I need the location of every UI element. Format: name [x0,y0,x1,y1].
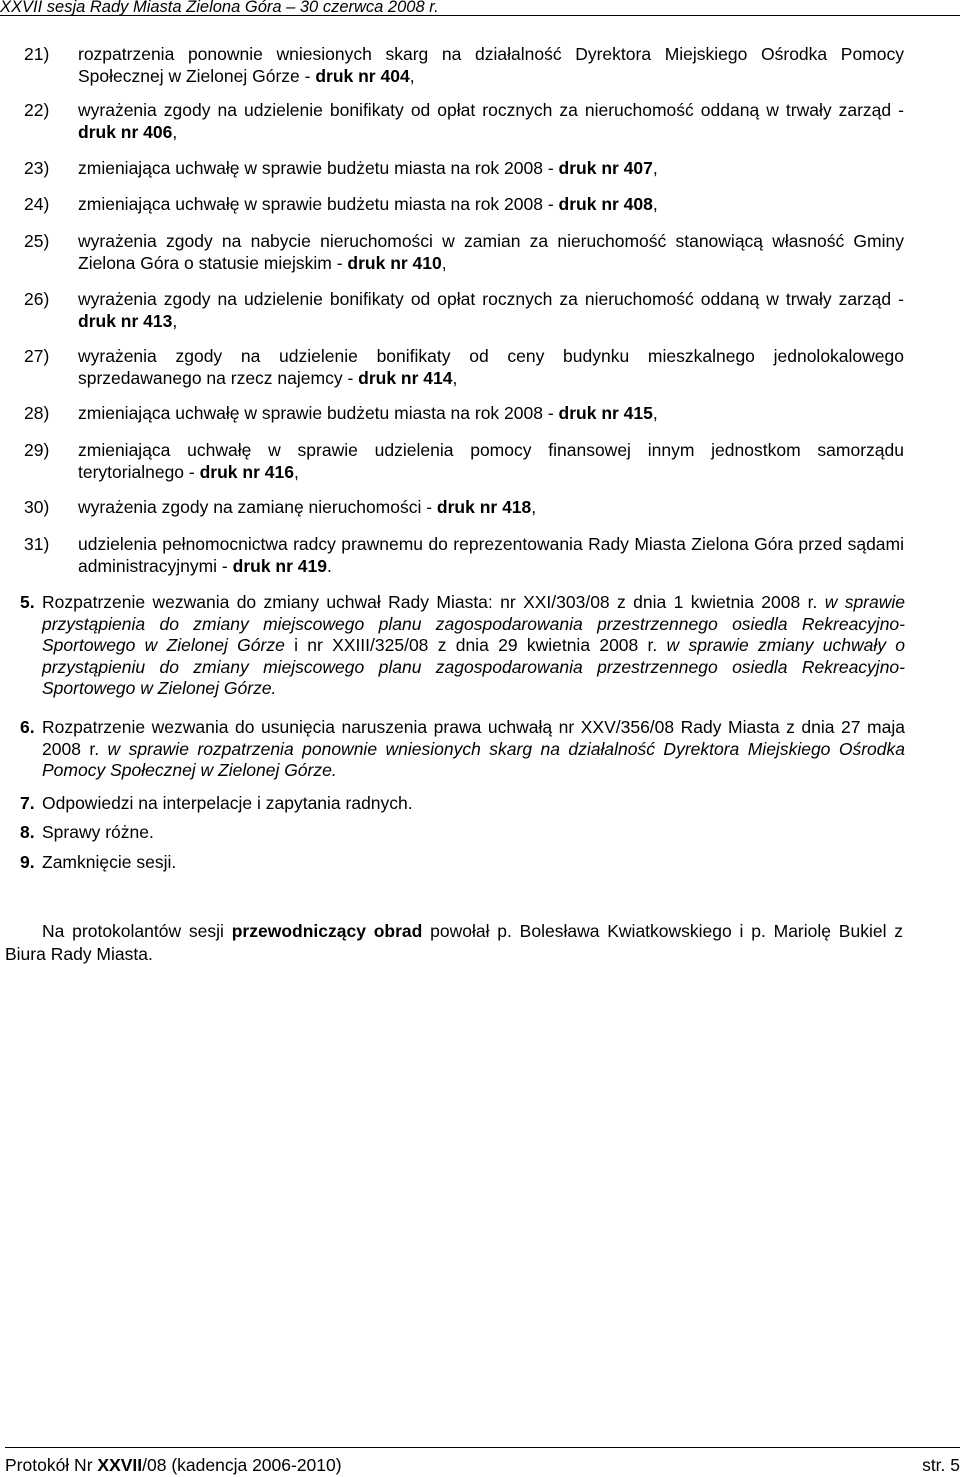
item-druk: druk nr 419 [232,555,327,576]
section-text: Rozpatrzenie wezwania do usunięcia naruszenia prawa uchwałą nr XXV/356/08 Rady Miasta z dnia 27 maja 2008 r. [42,717,905,759]
list-item [24,440,904,483]
item-punct: , [652,158,658,178]
item-druk: druk nr 410 [347,252,442,273]
list-item [24,534,904,577]
item-druk: druk nr 407 [558,158,653,178]
item-druk: druk nr 406 [78,121,173,142]
item-text: wyrażenia zgody na udzielenie bonifikaty od opłat rocznych za nieruchomość oddaną w trwały zarząd - [78,100,904,120]
item-text: udzielenia pełnomocnictwa radcy prawnemu do reprezentowania Rady Miasta Zielona Góra przed sądami administracyjnymi - [78,534,904,576]
list-item [24,403,904,425]
item-druk: druk nr 418 [436,497,532,517]
item-text: zmieniająca uchwałę w sprawie budżetu miasta na rok 2008 - [78,194,559,214]
agenda-section-8 [20,822,905,844]
section-number: 9. [20,852,35,872]
item-punct: , [652,194,658,214]
item-druk: druk nr 408 [558,194,653,214]
item-punct: , [172,121,178,142]
footer-text: /08 (kadencja 2006-2010) [142,1455,342,1475]
list-item [24,158,904,180]
section-italic: w sprawie rozpatrzenia ponownie wniesionych skarg na działalność Dyrektora Miejskiego Ośrodka Pomocy Społecznej w Zielonej Górze. [42,738,905,780]
item-number: 25) [24,231,50,251]
item-text: zmieniająca uchwałę w sprawie udzielenia pomocy finansowej innym jednostkom samorządu terytorialnego - [78,440,904,482]
item-punct: , [452,367,458,388]
item-number: 22) [24,100,50,120]
page-header [0,0,960,16]
footer-session: XXVII [97,1455,143,1475]
page-footer [5,1447,960,1477]
section-number: 6. [20,717,35,737]
closing-text: powołał p. Bolesława Kwiatkowskiego i p. Mariolę Bukiel z Biura Rady Miasta. [5,921,904,964]
footer-text: Protokół Nr [5,1455,98,1475]
list-item [24,100,904,143]
list-item [24,231,904,274]
closing-bold: przewodniczący obrad [231,921,423,941]
item-druk: druk nr 404 [315,65,410,86]
item-druk: druk nr 413 [78,310,173,331]
item-druk: druk nr 416 [199,461,294,482]
agenda-section-6 [20,717,905,782]
section-text: Odpowiedzi na interpelacje i zapytania radnych. [42,793,413,813]
item-text: zmieniająca uchwałę w sprawie budżetu miasta na rok 2008 - [78,158,559,178]
section-italic: w sprawie przystąpienia do zmiany miejscowego planu zagospodarowania przestrzennego osiedla Rekreacyjno-Sportowego w Zielonej Górze [42,592,905,655]
item-number: 23) [24,158,50,178]
section-number: 8. [20,822,35,842]
item-punct: , [531,497,537,517]
item-text: zmieniająca uchwałę w sprawie budżetu miasta na rok 2008 - [78,403,559,423]
list-item [24,346,904,389]
list-item [24,497,904,519]
item-druk: druk nr 414 [358,367,453,388]
item-number: 26) [24,289,50,309]
item-punct: , [172,310,178,331]
agenda-section-9 [20,852,905,874]
item-number: 28) [24,403,50,423]
section-text: i nr XXIII/325/08 z dnia 29 kwietnia 2008 r. [284,635,667,655]
item-text: rozpatrzenia ponownie wniesionych skarg na działalność Dyrektora Miejskiego Ośrodka Pomocy Społecznej w Zielonej Górze - [78,44,904,86]
item-number: 29) [24,440,50,460]
item-text: wyrażenia zgody na zamianę nieruchomości - [78,497,437,517]
agenda-section-5 [20,592,905,700]
item-text: wyrażenia zgody na nabycie nieruchomości w zamian za nieruchomość stanowiącą własność Gminy Zielona Góra o statusie miejskim - [78,231,904,273]
footer-protocol [5,1455,342,1476]
item-punct: , [652,403,658,423]
list-item [24,194,904,216]
agenda-section-7 [20,793,905,815]
item-punct: , [293,461,299,482]
item-punct: , [441,252,447,273]
closing-paragraph [5,920,903,965]
page-number: str. 5 [922,1455,960,1475]
section-number: 5. [20,592,35,612]
item-number: 27) [24,346,50,366]
closing-text: Na protokolantów sesji [42,921,232,941]
item-punct: , [409,65,415,86]
section-number: 7. [20,793,35,813]
item-number: 31) [24,534,50,554]
list-item [24,289,904,332]
section-text: Rozpatrzenie wezwania do zmiany uchwał Rady Miasta: nr XXI/303/08 z dnia 1 kwietnia 2008 r. [42,592,825,612]
header-title: XXVII sesja Rady Miasta Zielona Góra – 30 czerwca 2008 r. [0,0,439,16]
item-text: wyrażenia zgody na udzielenie bonifikaty od opłat rocznych za nieruchomość oddaną w trwały zarząd - [78,289,904,309]
list-item [24,44,904,87]
section-text: Zamknięcie sesji. [42,852,177,872]
item-punct: . [326,555,332,576]
item-text: wyrażenia zgody na udzielenie bonifikaty od ceny budynku mieszkalnego jednolokalowego sprzedawanego na rzecz najemcy - [78,346,904,388]
section-text: Sprawy różne. [42,822,154,842]
item-druk: druk nr 415 [558,403,653,423]
section-italic: w sprawie zmiany uchwały o przystąpieniu do zmiany miejscowego planu zagospodarowania przestrzennego osiedla Rekreacyjno-Sportowego w Zielonej Górze. [42,635,905,698]
item-number: 30) [24,497,50,517]
item-number: 24) [24,194,50,214]
item-number: 21) [24,44,50,64]
